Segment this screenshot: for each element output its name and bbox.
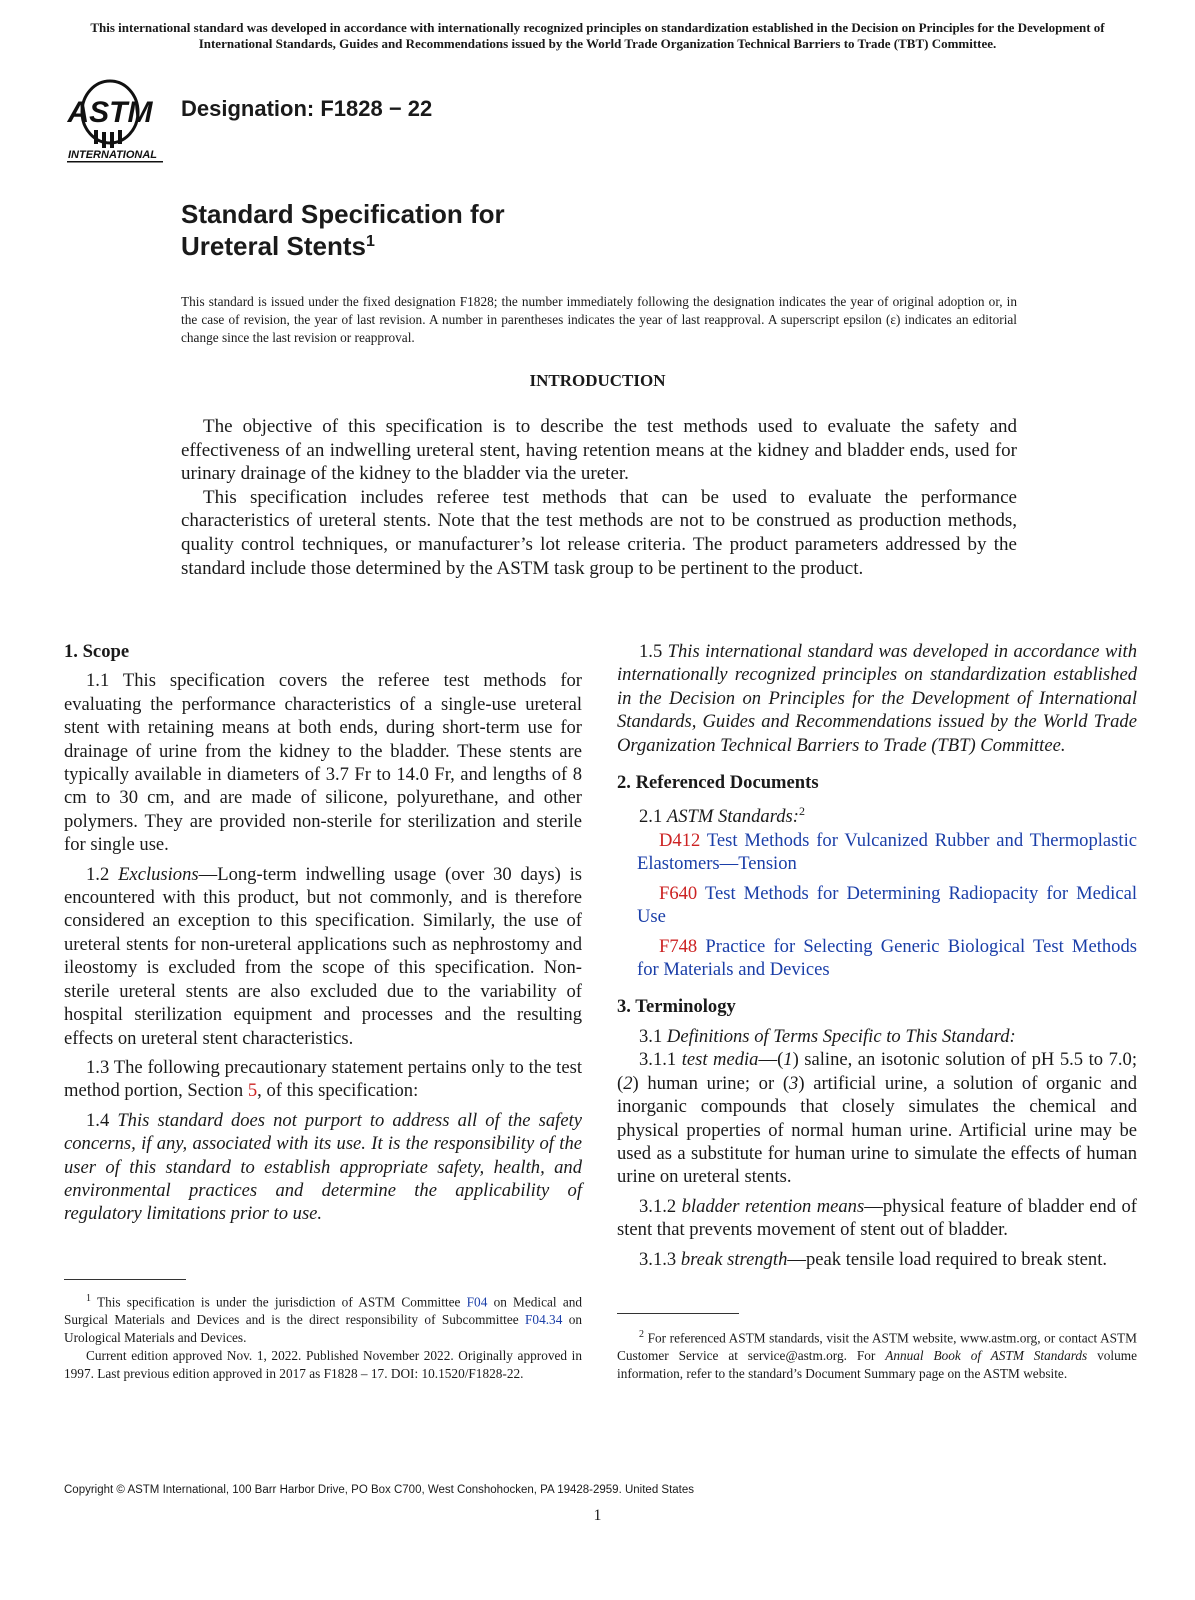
logo-label: INTERNATIONAL [68,149,158,161]
intro-paragraph: The objective of this specification is to describe the test methods used to evaluate the safety and effectiveness of an indwelling ureteral stent, having retention means at the kidney and bladder ends, used for urinary drainage of the kidney to the bladder via the ureter. [181,416,1017,485]
paragraph-1-1: 1.1 This specification covers the referee test methods for evaluating the performance characteristics of a single-use ureteral stent with retaining means at both ends, during short-term use for drainage of urine from the kidney to the bladder. These stents are typically available in diameters of 3.7 Fr to 14.0 Fr, and lengths of 8 cm to 30 cm, and are made of silicone, polyurethane, and other polymers. They are provided non-sterile for sterilization and sterile for single use. [64,670,582,856]
page-number: 1 [593,1507,602,1524]
section-heading-referenced-documents: 2. Referenced Documents [617,772,819,794]
paragraph-3-1: 3.1 Definitions of Terms Specific to This Standard: [639,1025,1016,1047]
edition-note: Current edition approved Nov. 1, 2022. Published November 2022. Originally approved in 1997. Last previous edition approved in 2017 as F1828 – 17. DOI: 10.1520/F1828-22. [64,1348,582,1382]
reference-list [617,829,1137,981]
committee-f04-link[interactable]: F04 [466,1294,488,1310]
left-column [64,640,582,1232]
introduction-heading: INTRODUCTION [529,371,666,390]
paragraph-3-1-1: 3.1.1 test media—(1) saline, an isotonic solution of pH 5.5 to 7.0; (2) human urine; or (3) artificial urine, a solution of organic and inorganic compounds that closely simulates the chemical and physical properties of normal human urine. Artificial urine may be used as a substitute for human urine to simulate the effects of human urine on ureteral stents. [617,1049,1137,1188]
top-notice: This international standard was developed in accordance with internationally recognized principles on standardization established in the Decision on Principles for the Development of International Standards, Guides and Recommendations issued by the World Trade Organization Technical Barriers to Trade (TBT) Committee. [90,20,1105,51]
paragraph-3-1-3: 3.1.3 break strength—peak tensile load required to break stent. [639,1248,1108,1270]
subcommittee-f04-34-link[interactable]: F04.34 [525,1312,563,1328]
section-5-link[interactable]: 5 [247,1080,258,1102]
footnote-2: $^2$ For referenced ASTM standards, visit the ASTM website, www.astm.org, or contact ASTM Customer Service at service@astm.org. For Annual Book of ASTM Standards volume information, refer to the standard’s Document Summary page on the ASTM website. [617,1329,1138,1382]
astm-logo-icon [64,70,168,170]
section-heading-terminology: 3. Terminology [617,996,736,1018]
issued-note: This standard is issued under the fixed designation F1828; the number immediately following the designation indicates the year of original adoption or, in the case of revision, the year of last revision. A number in parentheses indicates the year of last reapproval. A superscript epsilon (ε) indicates an editorial change since the last revision or reapproval. [181,294,1017,345]
document-title [181,198,505,262]
section-heading-scope: 1. Scope [64,641,130,662]
reference-item[interactable]: F748 Practice for Selecting Generic Biological Test Methods for Materials and Devices [637,935,1137,981]
right-column [617,640,1137,1277]
reference-item[interactable]: D412 Test Methods for Vulcanized Rubber and Thermoplastic Elastomers—Tension [637,830,1138,875]
paragraph-1-5: 1.5 This international standard was developed in accordance with internationally recognized principles on standardization established in the Decision on Principles for the Development of International Standards, Guides and Recommendations issued by the World Trade Organization Technical Barriers to Trade (TBT) Committee. [617,641,1137,756]
footnote-rule [617,1313,739,1314]
title-line-1: Standard Specification for [181,199,505,229]
paragraph-1-4: 1.4 This standard does not purport to address all of the safety concerns, if any, associated with its use. It is the responsibility of the user of this standard to establish appropriate safety, health, and environmental practices and determine the applicability of regulatory limitations prior to use. [64,1109,582,1225]
title-footnote-ref: 1 [365,233,375,250]
title-line-2: Ureteral Stents [181,231,366,261]
paragraph-3-1-2: 3.1.2 bladder retention means—physical feature of bladder end of stent that prevents movement of stent out of bladder. [617,1195,1138,1241]
footnote-1: $^1$ This specification is under the jurisdiction of ASTM Committee F04 on Medical and Surgical Materials and Devices and is the direct responsibility of Subcommittee F04.34 on Urological Materials and Devices. Current edition approved Nov. 1, 2022. Published November 2022. Originally approved in 1997. Last previous edition approved in 2017 as F1828 – 17. DOI: 10.1520/F1828-22. [64,1293,583,1382]
paragraph-1-2: 1.2 Exclusions—Long-term indwelling usage (over 30 days) is encountered with this product, but not commonly, and is therefore considered an exception to this specification. Similarly, the use of ureteral stents for non-ureteral applications such as nephrostomy and ileostomy is excluded from the scope of this specification. Non-sterile ureteral stents are also excluded due to the variability of hospital sterilization equipment and processes and the resulting effects on ureteral stent characteristics. [64,863,582,1049]
footnote-rule [64,1279,186,1280]
intro-paragraph: This specification includes referee test methods that can be used to evaluate the performance characteristics of ureteral stents. Note that the test methods are not to be construed as production methods, quality control techniques, or manufacturer’s lot release criteria. The product parameters addressed by the standard include those determined by the ASTM task group to be pertinent to the product. [181,486,1017,579]
designation: Designation: F1828 − 22 [181,96,433,121]
svg-text:ASTM: ASTM [67,96,153,129]
introduction [181,415,1017,580]
copyright: Copyright © ASTM International, 100 Barr Harbor Drive, PO Box C700, West Conshohocken, PA 19428-2959. United States [64,1484,695,1496]
paragraph-1-3: 1.3 The following precautionary statement pertains only to the test method portion, Section 5, of this specification: [64,1056,582,1102]
reference-item[interactable]: F640 Test Methods for Determining Radiopacity for Medical Use [637,882,1138,928]
paragraph-2-1: 2.1 ASTM Standards:$^2$ [639,804,805,828]
